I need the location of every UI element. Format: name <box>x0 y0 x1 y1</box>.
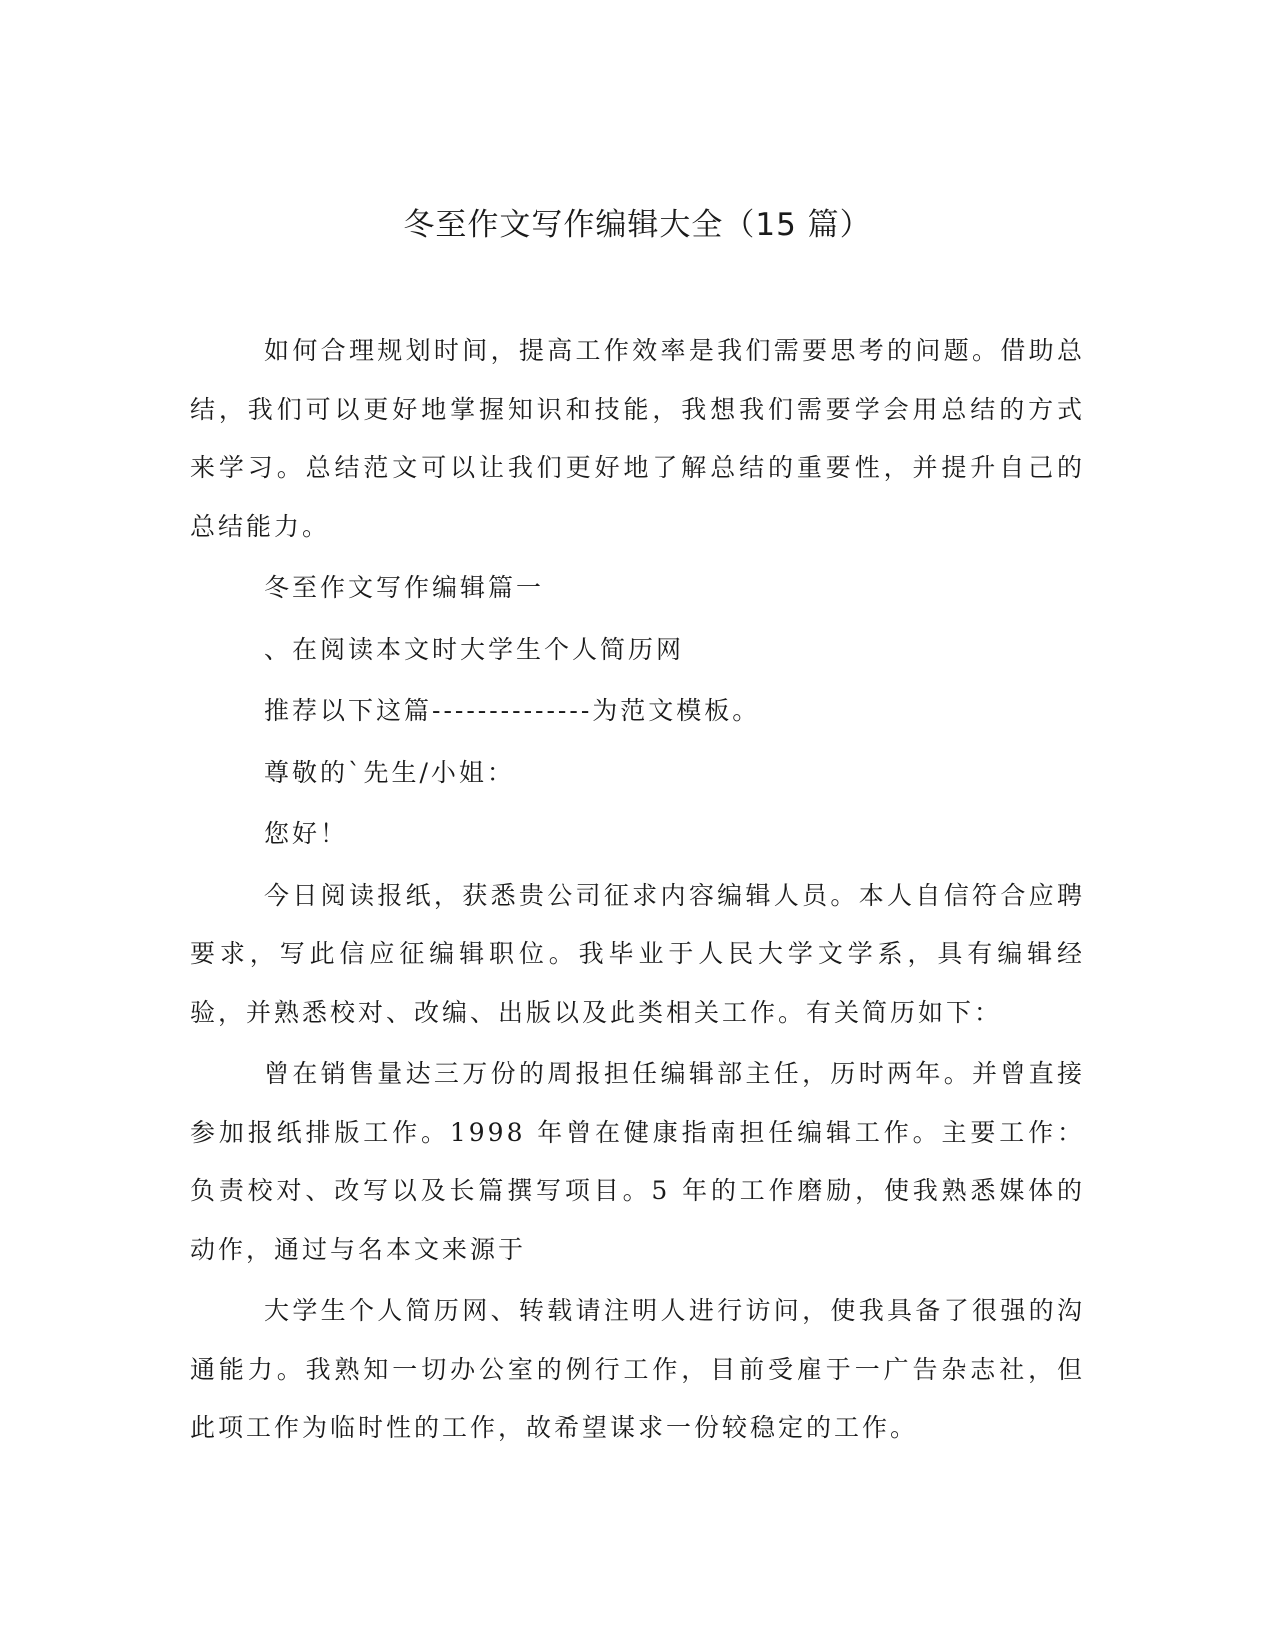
paragraph: 大学生个人简历网、转载请注明人进行访问，使我具备了很强的沟通能力。我熟知一切办公室的例行工作，目前受雇于一广告杂志社，但此项工作为临时性的工作，故希望谋求一份较稳定的工作。 <box>190 1296 1085 1442</box>
document-title: 冬至作文写作编辑大全（15 篇） <box>403 207 872 243</box>
paragraph: 、在阅读本文时大学生个人简历网 <box>264 634 685 664</box>
paragraph: 曾在销售量达三万份的周报担任编辑部主任，历时两年。并曾直接参加报纸排版工作。1998 年曾在健康指南担任编辑工作。主要工作：负责校对、改写以及长篇撰写项目。5 年的工作磨励，使我熟悉媒体的动作，通过与名本文来源于 <box>190 1059 1085 1264</box>
paragraph: 推荐以下这篇--------------为范文模板。 <box>264 696 761 725</box>
document-body <box>190 322 1085 1461</box>
greeting: 您好！ <box>264 819 349 848</box>
intro-paragraph: 如何合理规划时间，提高工作效率是我们需要思考的问题。借助总结，我们可以更好地掌握知识和技能，我想我们需要学会用总结的方式来学习。总结范文可以让我们更好地了解总结的重要性，并提升自己的总结能力。 <box>190 336 1085 541</box>
salutation: 尊敬的`先生/小姐： <box>264 757 515 787</box>
paragraph: 今日阅读报纸，获悉贵公司征求内容编辑人员。本人自信符合应聘要求，写此信应征编辑职位。我毕业于人民大学文学系，具有编辑经验，并熟悉校对、改编、出版以及此类相关工作。有关简历如下： <box>190 880 1085 1027</box>
section-heading: 冬至作文写作编辑篇一 <box>264 573 545 602</box>
